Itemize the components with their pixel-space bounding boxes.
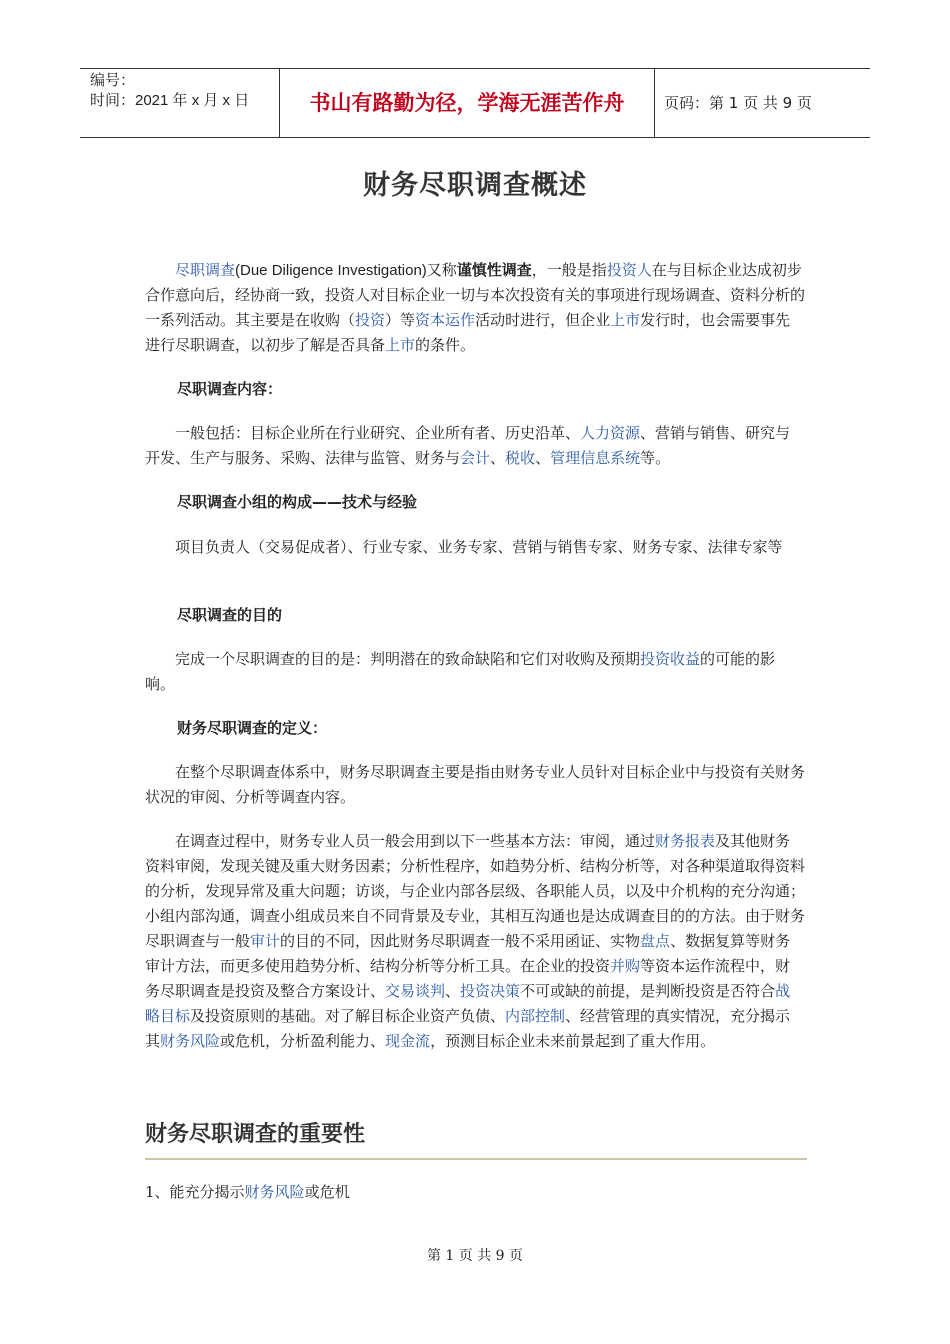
- intro-bold: 谨慎性调查: [456, 261, 532, 279]
- page-title: 财务尽职调查概述: [363, 170, 587, 201]
- method-text: 的目的不同，因此财务尽职调查一般不采用函证、实物: [280, 932, 641, 950]
- link-investment-decision[interactable]: 投资决策: [460, 982, 521, 1000]
- section-divider: [145, 1158, 807, 1160]
- content-heading: 尽职调查内容：: [177, 380, 283, 398]
- link-cash-flow[interactable]: 现金流: [385, 1032, 431, 1050]
- method-text: 及其他财务资料审阅，发现关键及重大财务因素；分析性程序，如趋势分析、结构分析等，对各种渠道取得资料的分析，发现异常及重大问题；访谈，与企业内部各层级、各职能人员，以及中介机构的充分沟通；小组内部沟通，调查小组成员来自不同背景及专业，其相互沟通也是达成调查目的的方法。由于财务尽职调查与一般: [145, 832, 806, 950]
- intro-text: 活动时进行，但企业: [475, 311, 611, 329]
- link-listing-2[interactable]: 上市: [385, 336, 416, 354]
- method-text: 等资本运作流程中，财务尽职调查是投资及整合方案设计、: [145, 957, 791, 1000]
- time-label: 时间：2021 年 x 月 x 日: [90, 92, 250, 109]
- method-text: 及投资原则的基础。对了解目标企业资产负债、: [190, 1007, 506, 1025]
- link-audit[interactable]: 审计: [250, 932, 281, 950]
- link-listing[interactable]: 上市: [610, 311, 641, 329]
- link-investment[interactable]: 投资: [355, 311, 386, 329]
- purpose-heading: 尽职调查的目的: [177, 606, 283, 624]
- intro-text: 在与目标企业达成初步合作意向后，经协商一致，投资人对目标企业一切与本次投资有关的事项进行现场调查、资料分析的一系列活动。其主要是在收购（: [145, 261, 806, 329]
- intro-text: 发行时，也会需要事先进行尽职调查，以初步了解是否具备: [145, 311, 791, 354]
- header-page-info: 页码：第 1 页 共 9 页: [664, 94, 812, 112]
- link-financial-statements[interactable]: 财务报表: [655, 832, 716, 850]
- method-text: 、数据复算等财务审计方法，而更多使用趋势分析、结构分析等分析工具。在企业的投资: [145, 932, 791, 975]
- page-footer: 第 1 页 共 9 页: [426, 1248, 524, 1264]
- content-paragraph: [145, 421, 805, 471]
- method-paragraph: [145, 829, 805, 1054]
- method-text: 在调查过程中，财务专业人员一般会用到以下一些基本方法：审阅，通过: [175, 832, 656, 850]
- definition-text: 在整个尽职调查体系中，财务尽职调查主要是指由财务专业人员针对目标企业中与投资有关财务状况的审阅、分析等调查内容。: [145, 763, 806, 806]
- link-strategic-goal[interactable]: 战略目标: [145, 982, 791, 1025]
- header-motto: 书山有路勤为径，学海无涯苦作舟: [280, 69, 655, 137]
- number-label: 编号：: [90, 72, 136, 89]
- item-text: 1、能充分揭示: [145, 1183, 245, 1201]
- link-mis[interactable]: 管理信息系统: [550, 449, 641, 467]
- link-negotiation[interactable]: 交易谈判: [385, 982, 446, 1000]
- method-text: 不可或缺的前提，是判断投资是否符合: [520, 982, 776, 1000]
- definition-paragraph: [145, 760, 805, 810]
- content-text: 等。: [640, 449, 671, 467]
- link-inventory-count[interactable]: 盘点: [640, 932, 671, 950]
- method-text: 、经营管理的真实情况，充分揭示其: [145, 1007, 791, 1050]
- link-mna[interactable]: 并购: [610, 957, 641, 975]
- link-financial-risk-2[interactable]: 财务风险: [244, 1183, 305, 1201]
- link-tax[interactable]: 税收: [505, 449, 536, 467]
- item-text: 或危机: [304, 1183, 350, 1201]
- header-meta-cell: [80, 69, 280, 137]
- link-due-diligence[interactable]: 尽职调查: [175, 261, 236, 279]
- method-text: 或危机，分析盈利能力、: [220, 1032, 386, 1050]
- intro-text: (Due Diligence Investigation)又称: [235, 262, 457, 279]
- link-financial-risk[interactable]: 财务风险: [160, 1032, 221, 1050]
- intro-text: 的条件。: [415, 336, 476, 354]
- intro-text: ）等: [385, 311, 416, 329]
- method-text: ，预测目标企业未来前景起到了重大作用。: [430, 1032, 716, 1050]
- intro-text: ，一般是指: [531, 261, 607, 279]
- content-text: 、: [490, 449, 506, 467]
- importance-item-1: [145, 1181, 350, 1202]
- purpose-text: 的可能的影响。: [145, 650, 776, 693]
- purpose-paragraph: [145, 647, 805, 697]
- importance-heading: 财务尽职调查的重要性: [145, 1122, 366, 1147]
- team-paragraph: [145, 535, 805, 560]
- method-text: 、: [445, 982, 461, 1000]
- content-text: 一般包括：目标企业所在行业研究、企业所有者、历史沿革、: [175, 424, 581, 442]
- link-accounting[interactable]: 会计: [460, 449, 491, 467]
- content-text: 、: [535, 449, 551, 467]
- link-investor[interactable]: 投资人: [606, 261, 652, 279]
- header-table: [80, 68, 870, 138]
- definition-heading: 财务尽职调查的定义：: [177, 719, 328, 737]
- team-heading: 尽职调查小组的构成——技术与经验: [177, 493, 418, 511]
- team-text: 项目负责人（交易促成者）、行业专家、业务专家、营销与销售专家、财务专家、法律专家等: [175, 538, 783, 556]
- link-capital-operation[interactable]: 资本运作: [415, 311, 476, 329]
- link-internal-control[interactable]: 内部控制: [505, 1007, 566, 1025]
- link-investment-return[interactable]: 投资收益: [640, 650, 701, 668]
- link-hr[interactable]: 人力资源: [580, 424, 641, 442]
- content-text: 、营销与销售、研究与开发、生产与服务、采购、法律与监管、财务与: [145, 424, 791, 467]
- intro-paragraph: [145, 258, 805, 358]
- purpose-text: 完成一个尽职调查的目的是：判明潜在的致命缺陷和它们对收购及预期: [175, 650, 641, 668]
